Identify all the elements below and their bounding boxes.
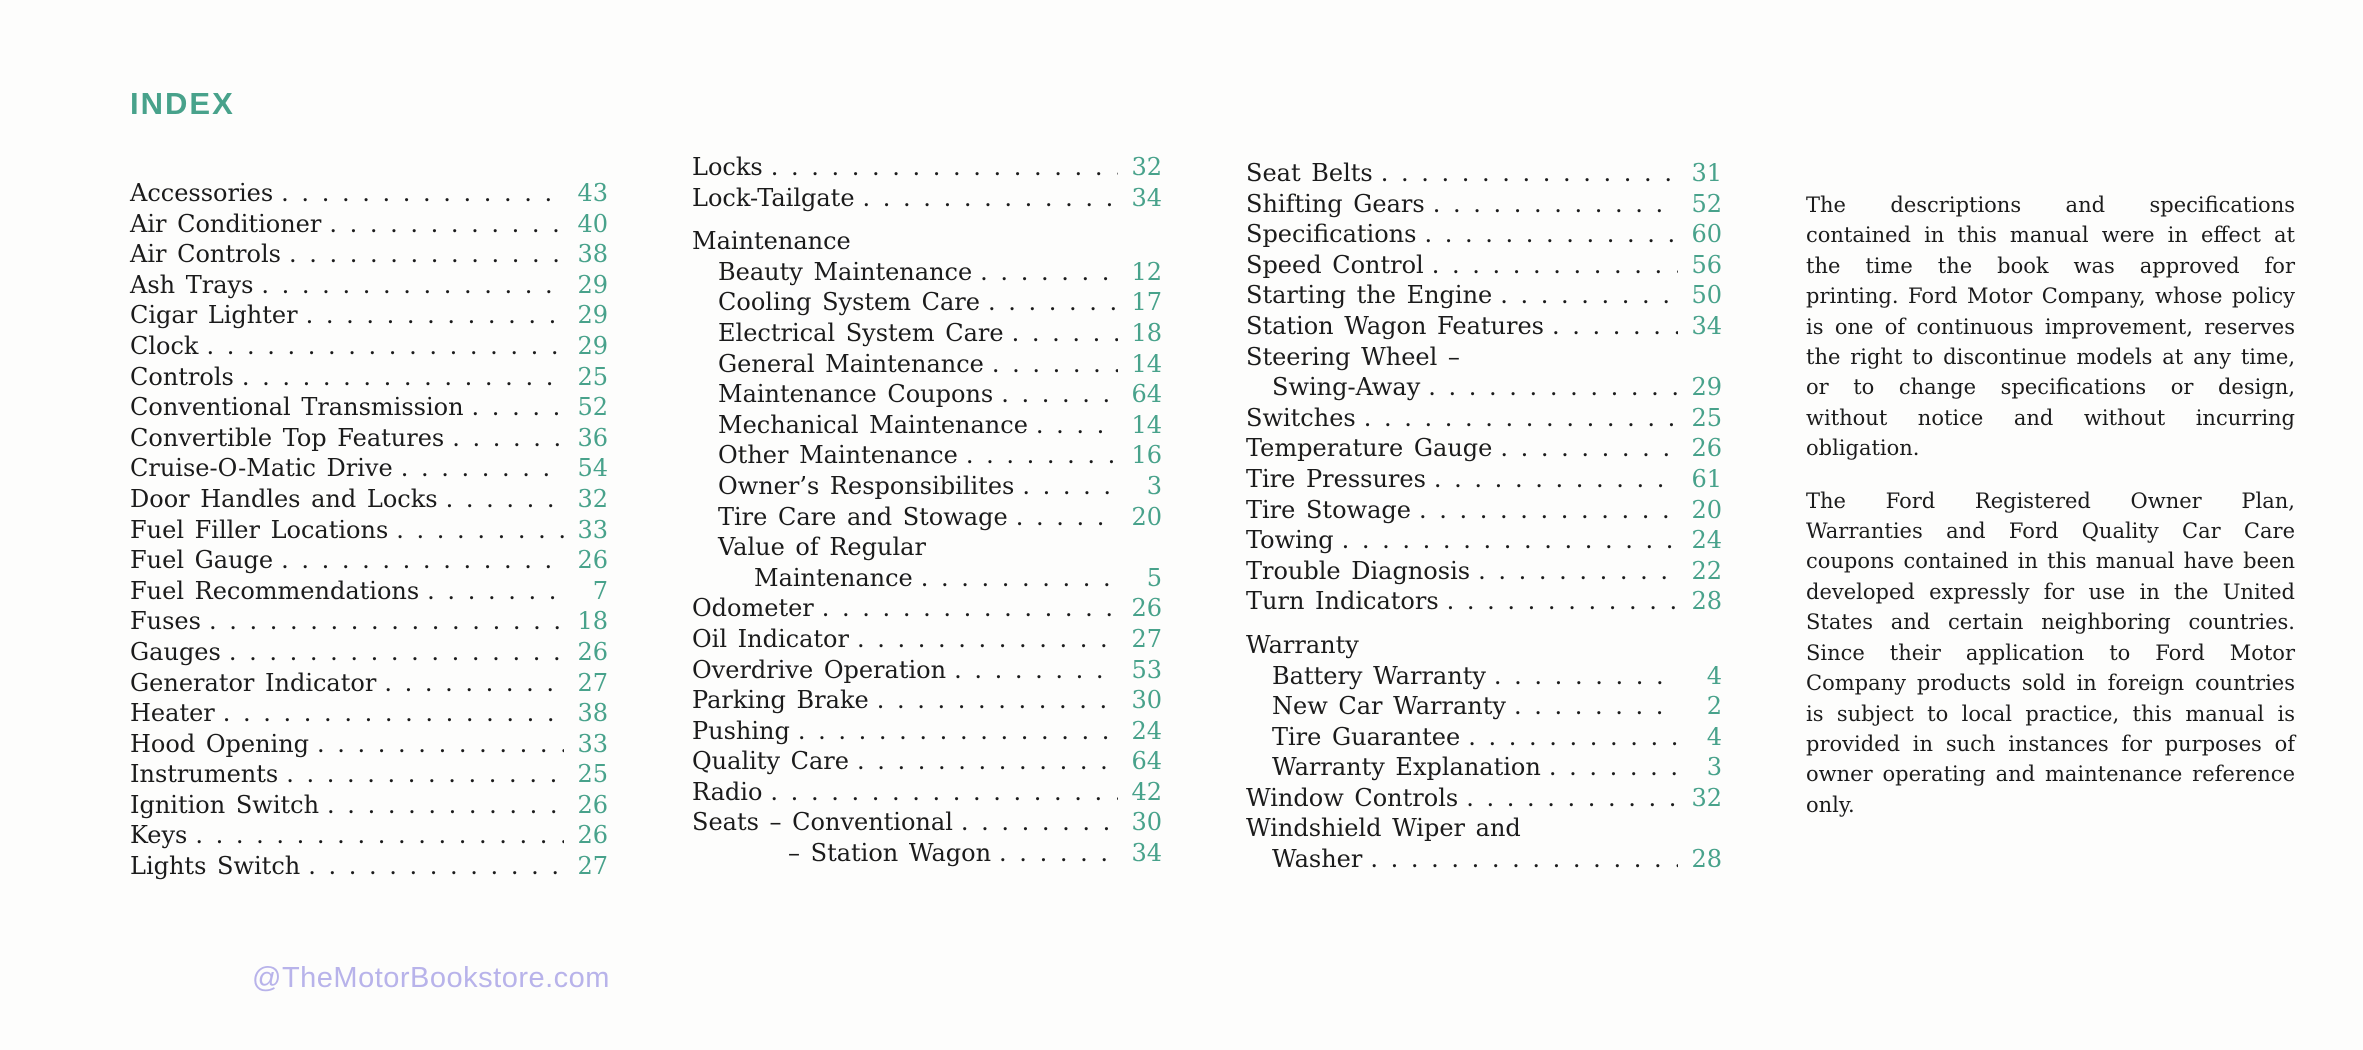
index-entry <box>692 287 1162 318</box>
index-entry-label: Washer <box>1272 845 1363 874</box>
index-entry-label: Door Handles and Locks <box>130 484 438 513</box>
index-entry <box>130 729 608 760</box>
index-entry-label: Cooling System Care <box>718 288 980 317</box>
dot-leader <box>771 152 1118 183</box>
index-entry <box>1246 158 1722 189</box>
index-entry-page-number: 20 <box>1131 502 1162 531</box>
index-entry-label: Swing-Away <box>1272 373 1421 402</box>
index-entry-page-number: 64 <box>1131 747 1162 776</box>
dot-leader <box>1419 495 1678 526</box>
index-entry-page-number: 29 <box>577 331 608 360</box>
index-entry-page-number: 18 <box>1131 318 1162 347</box>
index-entry-page-number: 34 <box>1131 183 1162 212</box>
dot-leader <box>195 820 564 851</box>
index-entry-page-number: 32 <box>577 484 608 513</box>
index-entry-label: Other Maintenance <box>718 441 958 470</box>
dot-leader <box>242 362 564 393</box>
index-entry-label: Specifications <box>1246 220 1417 249</box>
index-group-heading <box>692 226 1162 257</box>
index-entry-label: Owner’s Responsibilites <box>718 471 1015 500</box>
index-entry-page-number: 52 <box>577 393 608 422</box>
index-entry-page-number: 3 <box>1146 471 1162 500</box>
dot-leader <box>961 807 1118 838</box>
index-entry <box>130 637 608 668</box>
dot-leader <box>472 392 564 423</box>
index-entry-page-number: 54 <box>577 454 608 483</box>
index-entry <box>692 838 1162 869</box>
index-entry-label: Quality Care <box>692 747 849 776</box>
publisher-note-paragraph: The descriptions and specifications contained in this manual were in effect at the time the book was approved for printing. Ford Motor Company, whose policy is one of continuous improvement, reserves the right to discontinue models at any time, or to change specifications or design, without notice and without incurring obligation. <box>1806 193 2295 461</box>
dot-leader <box>1549 752 1678 783</box>
dot-leader <box>1036 410 1118 441</box>
index-entry-page-number: 60 <box>1691 220 1722 249</box>
index-entry-label: Windshield Wiper and <box>1246 814 1521 843</box>
index-entry-label: Fuses <box>130 607 201 636</box>
index-entry <box>692 471 1162 502</box>
index-entry-page-number: 38 <box>577 240 608 269</box>
index-entry-page-number: 26 <box>577 790 608 819</box>
index-entry-label: Pushing <box>692 716 790 745</box>
index-entry <box>130 545 608 576</box>
dot-leader <box>966 440 1118 471</box>
index-entry-page-number: 25 <box>1691 403 1722 432</box>
index-entry-label: Battery Warranty <box>1272 661 1486 690</box>
dot-leader <box>427 576 564 607</box>
index-entry-page-number: 4 <box>1706 661 1722 690</box>
dot-leader <box>329 209 564 240</box>
dot-leader <box>308 851 564 882</box>
index-entry-page-number: 14 <box>1131 410 1162 439</box>
dot-leader <box>1514 691 1678 722</box>
index-entry <box>692 152 1162 183</box>
index-entry-label: Lights Switch <box>130 852 301 881</box>
index-entry-page-number: 33 <box>577 729 608 758</box>
index-entry-page-number: 38 <box>577 699 608 728</box>
index-entry <box>692 257 1162 288</box>
dot-leader <box>921 563 1118 594</box>
index-entry-page-number: 27 <box>1131 624 1162 653</box>
index-entry-label: Hood Opening <box>130 729 310 758</box>
index-entry-wrap-line <box>692 532 1162 563</box>
dot-leader <box>1022 471 1118 502</box>
index-entry-page-number: 61 <box>1691 464 1722 493</box>
dot-leader <box>1001 379 1118 410</box>
index-entry-label: Ignition Switch <box>130 790 320 819</box>
index-entry <box>130 270 608 301</box>
index-entry-label: Air Conditioner <box>130 209 322 238</box>
index-entry <box>1246 311 1722 342</box>
index-entry <box>130 209 608 240</box>
index-entry-label: Speed Control <box>1246 250 1424 279</box>
index-entry-label: Tire Care and Stowage <box>718 502 1008 531</box>
index-entry-page-number: 28 <box>1691 845 1722 874</box>
dot-leader <box>1494 661 1678 692</box>
index-entry-page-number: 32 <box>1691 783 1722 812</box>
index-entry <box>1246 433 1722 464</box>
index-entry <box>1246 752 1722 783</box>
index-entry-page-number: 40 <box>577 209 608 238</box>
dot-leader <box>209 606 564 637</box>
index-entry-page-number: 34 <box>1131 839 1162 868</box>
index-entry <box>692 593 1162 624</box>
index-entry-page-number: 20 <box>1691 495 1722 524</box>
index-entry-page-number: 30 <box>1131 808 1162 837</box>
index-entry <box>1246 783 1722 814</box>
index-entry-label: Turn Indicators <box>1246 587 1439 616</box>
dot-leader <box>857 746 1118 777</box>
index-entry <box>130 515 608 546</box>
index-entry-label: Odometer <box>692 594 814 623</box>
dot-leader <box>223 698 564 729</box>
index-entry <box>692 624 1162 655</box>
index-entry-label: Switches <box>1246 403 1356 432</box>
index-entry-label: Warranty Explanation <box>1272 753 1541 782</box>
index-entry <box>1246 586 1722 617</box>
index-column-2 <box>692 152 1162 869</box>
dot-leader <box>988 287 1118 318</box>
index-entry <box>1246 403 1722 434</box>
index-entry-label: Ash Trays <box>130 270 254 299</box>
dot-leader <box>1381 158 1678 189</box>
index-entry-page-number: 34 <box>1691 311 1722 340</box>
index-entry <box>1246 189 1722 220</box>
index-entry-page-number: 12 <box>1131 257 1162 286</box>
index-entry <box>130 484 608 515</box>
dot-leader <box>1424 219 1678 250</box>
index-entry-wrap-line <box>1246 813 1722 844</box>
index-entry <box>1246 250 1722 281</box>
index-entry-page-number: 24 <box>1131 716 1162 745</box>
dot-leader <box>1012 318 1118 349</box>
dot-leader <box>289 239 564 270</box>
index-entry-page-number: 26 <box>1131 594 1162 623</box>
index-entry <box>130 300 608 331</box>
dot-leader <box>327 790 564 821</box>
index-entry <box>692 655 1162 686</box>
dot-leader <box>863 183 1118 214</box>
index-entry-label: Cigar Lighter <box>130 301 298 330</box>
dot-leader <box>857 624 1118 655</box>
index-entry-label: Maintenance <box>692 227 851 256</box>
dot-leader <box>317 729 564 760</box>
index-entry-page-number: 7 <box>592 576 608 605</box>
index-entry-label: Conventional Transmission <box>130 393 464 422</box>
index-entry <box>1246 464 1722 495</box>
dot-leader <box>306 300 564 331</box>
index-entry <box>692 318 1162 349</box>
index-entry-page-number: 24 <box>1691 526 1722 555</box>
index-entry <box>692 563 1162 594</box>
index-entry-page-number: 29 <box>577 301 608 330</box>
index-entry-label: Window Controls <box>1246 783 1459 812</box>
index-entry-page-number: 28 <box>1691 587 1722 616</box>
index-entry-label: Oil Indicator <box>692 624 849 653</box>
publisher-notes <box>1806 190 2295 820</box>
dot-leader <box>286 759 564 790</box>
dot-leader <box>1016 502 1118 533</box>
index-entry-page-number: 31 <box>1691 159 1722 187</box>
index-entry-label: Overdrive Operation <box>692 655 947 684</box>
index-entry-label: Parking Brake <box>692 686 869 715</box>
index-column-3 <box>1246 158 1722 875</box>
index-entry-label: Radio <box>692 777 763 806</box>
index-entry-wrap-line <box>1246 342 1722 373</box>
index-entry <box>130 178 608 209</box>
index-entry <box>130 790 608 821</box>
dot-leader <box>396 515 564 546</box>
index-entry <box>1246 280 1722 311</box>
index-entry <box>130 453 608 484</box>
index-entry-label: Temperature Gauge <box>1246 434 1493 463</box>
index-entry-label: Locks <box>692 153 763 181</box>
index-entry-label: Maintenance Coupons <box>718 380 994 409</box>
index-entry-page-number: 17 <box>1131 288 1162 317</box>
index-entry <box>130 759 608 790</box>
index-entry-page-number: 18 <box>577 607 608 636</box>
index-entry <box>1246 844 1722 875</box>
dot-leader <box>401 453 564 484</box>
index-entry-label: Shifting Gears <box>1246 189 1425 218</box>
index-entry-label: Seat Belts <box>1246 159 1373 187</box>
dot-leader <box>446 484 564 515</box>
index-entry-page-number: 42 <box>1131 777 1162 806</box>
dot-leader <box>261 270 564 301</box>
index-entry <box>130 820 608 851</box>
index-entry-page-number: 26 <box>577 821 608 850</box>
index-entry-page-number: 27 <box>577 668 608 697</box>
index-entry-page-number: 14 <box>1131 349 1162 378</box>
index-entry <box>1246 556 1722 587</box>
index-entry-label: Seats – Conventional <box>692 808 953 837</box>
index-entry-label: Fuel Filler Locations <box>130 515 389 544</box>
watermark-text: @TheMotorBookstore.com <box>252 962 610 994</box>
index-entry <box>692 410 1162 441</box>
index-entry <box>130 576 608 607</box>
index-entry-label: Tire Guarantee <box>1272 722 1461 751</box>
index-entry-page-number: 29 <box>1691 373 1722 402</box>
index-entry <box>692 746 1162 777</box>
index-entry <box>1246 372 1722 403</box>
index-entry <box>130 423 608 454</box>
index-entry <box>692 183 1162 214</box>
index-entry-page-number: 30 <box>1131 686 1162 715</box>
index-entry <box>130 698 608 729</box>
dot-leader <box>980 257 1118 288</box>
dot-leader <box>281 545 564 576</box>
index-entry-label: Tire Stowage <box>1246 495 1411 524</box>
dot-leader <box>1552 311 1678 342</box>
index-entry <box>692 716 1162 747</box>
index-entry-label: New Car Warranty <box>1272 692 1506 721</box>
index-entry-label: Maintenance <box>754 563 913 592</box>
index-entry <box>130 392 608 423</box>
index-entry-label: Tire Pressures <box>1246 464 1426 493</box>
index-entry <box>692 502 1162 533</box>
index-entry <box>1246 722 1722 753</box>
index-entry-page-number: 22 <box>1691 556 1722 585</box>
index-entry-page-number: 25 <box>577 362 608 391</box>
index-entry-page-number: 16 <box>1131 441 1162 470</box>
dot-leader <box>1478 556 1678 587</box>
index-entry-page-number: 5 <box>1146 563 1162 592</box>
dot-leader <box>1364 403 1678 434</box>
dot-leader <box>1500 280 1678 311</box>
index-entry-page-number: 3 <box>1706 753 1722 782</box>
dot-leader <box>954 655 1118 686</box>
index-entry-label: Heater <box>130 699 215 728</box>
index-entry <box>1246 495 1722 526</box>
index-entry <box>692 685 1162 716</box>
index-entry <box>1246 661 1722 692</box>
index-entry-label: Convertible Top Features <box>130 423 445 452</box>
index-column-1 <box>130 178 608 882</box>
dot-leader <box>229 637 564 668</box>
index-entry-label: Station Wagon Features <box>1246 311 1544 340</box>
dot-leader <box>1370 844 1678 875</box>
index-entry-label: Clock <box>130 331 199 360</box>
dot-leader <box>1433 189 1678 220</box>
index-entry-label: Value of Regular <box>718 533 926 562</box>
index-group-heading <box>1246 630 1722 661</box>
dot-leader <box>999 838 1118 869</box>
index-entry <box>130 851 608 882</box>
index-entry-label: Warranty <box>1246 630 1359 659</box>
index-entry-label: Accessories <box>130 179 274 207</box>
index-entry-page-number: 64 <box>1131 380 1162 409</box>
dot-leader <box>992 349 1118 380</box>
index-entry-label: General Maintenance <box>718 349 984 378</box>
page-title: INDEX <box>130 86 235 121</box>
index-entry-page-number: 25 <box>577 760 608 789</box>
index-entry-page-number: 32 <box>1131 153 1162 181</box>
index-entry-page-number: 53 <box>1131 655 1162 684</box>
dot-leader <box>770 777 1118 808</box>
index-entry <box>692 807 1162 838</box>
index-entry-page-number: 33 <box>577 515 608 544</box>
dot-leader <box>1447 586 1678 617</box>
dot-leader <box>1434 464 1678 495</box>
index-entry-page-number: 2 <box>1706 692 1722 721</box>
index-entry-page-number: 26 <box>577 637 608 666</box>
dot-leader <box>384 668 564 699</box>
index-entry-page-number: 43 <box>577 179 608 207</box>
index-entry <box>692 379 1162 410</box>
index-entry <box>130 362 608 393</box>
index-entry-label: Fuel Recommendations <box>130 576 420 605</box>
index-entry-label: Gauges <box>130 637 221 666</box>
index-entry-label: Steering Wheel – <box>1246 342 1460 371</box>
dot-leader <box>281 178 564 209</box>
index-entry-page-number: 36 <box>577 423 608 452</box>
index-entry-label: Fuel Gauge <box>130 546 274 575</box>
index-entry <box>130 606 608 637</box>
index-entry <box>1246 525 1722 556</box>
index-entry-page-number: 50 <box>1691 281 1722 310</box>
index-entry-label: Air Controls <box>130 240 281 269</box>
index-entry-page-number: 56 <box>1691 250 1722 279</box>
dot-leader <box>798 716 1118 747</box>
index-entry-label: Starting the Engine <box>1246 281 1493 310</box>
index-entry-label: – Station Wagon <box>788 839 992 868</box>
dot-leader <box>1468 722 1678 753</box>
index-entry-page-number: 29 <box>577 270 608 299</box>
index-entry-label: Controls <box>130 362 234 391</box>
index-entry-label: Cruise-O-Matic Drive <box>130 454 393 483</box>
index-entry <box>130 668 608 699</box>
dot-leader <box>1428 372 1678 403</box>
index-entry-label: Keys <box>130 821 188 850</box>
dot-leader <box>1500 433 1678 464</box>
dot-leader <box>452 423 564 454</box>
dot-leader <box>822 593 1118 624</box>
index-entry-page-number: 26 <box>577 546 608 575</box>
publisher-note-paragraph: The Ford Registered Owner Plan, Warranties and Ford Quality Car Care coupons contained in this manual have been developed expressly for use in the United States and certain neighboring countries. Since their application to Ford Motor Company products sold in foreign countries is subject to local practice, this manual is provided in such instances for purposes of owner operating and maintenance reference only. <box>1806 488 2295 817</box>
index-entry-page-number: 26 <box>1691 434 1722 463</box>
index-entry-label: Generator Indicator <box>130 668 377 697</box>
dot-leader <box>877 685 1118 716</box>
index-entry <box>1246 219 1722 250</box>
index-entry-label: Instruments <box>130 760 279 789</box>
index-entry <box>1246 691 1722 722</box>
index-entry-label: Lock-Tailgate <box>692 183 855 212</box>
index-entry-label: Electrical System Care <box>718 318 1004 347</box>
index-entry-page-number: 52 <box>1691 189 1722 218</box>
index-entry <box>130 331 608 362</box>
index-entry-label: Towing <box>1246 526 1334 555</box>
index-entry <box>130 239 608 270</box>
index-entry <box>692 349 1162 380</box>
index-entry <box>692 440 1162 471</box>
index-entry-page-number: 4 <box>1706 722 1722 751</box>
dot-leader <box>1342 525 1678 556</box>
index-entry <box>692 777 1162 808</box>
dot-leader <box>206 331 564 362</box>
index-entry-label: Beauty Maintenance <box>718 257 973 286</box>
index-entry-label: Trouble Diagnosis <box>1246 556 1471 585</box>
index-entry-label: Mechanical Maintenance <box>718 410 1028 439</box>
index-entry-page-number: 27 <box>577 852 608 881</box>
dot-leader <box>1466 783 1678 814</box>
dot-leader <box>1432 250 1678 281</box>
